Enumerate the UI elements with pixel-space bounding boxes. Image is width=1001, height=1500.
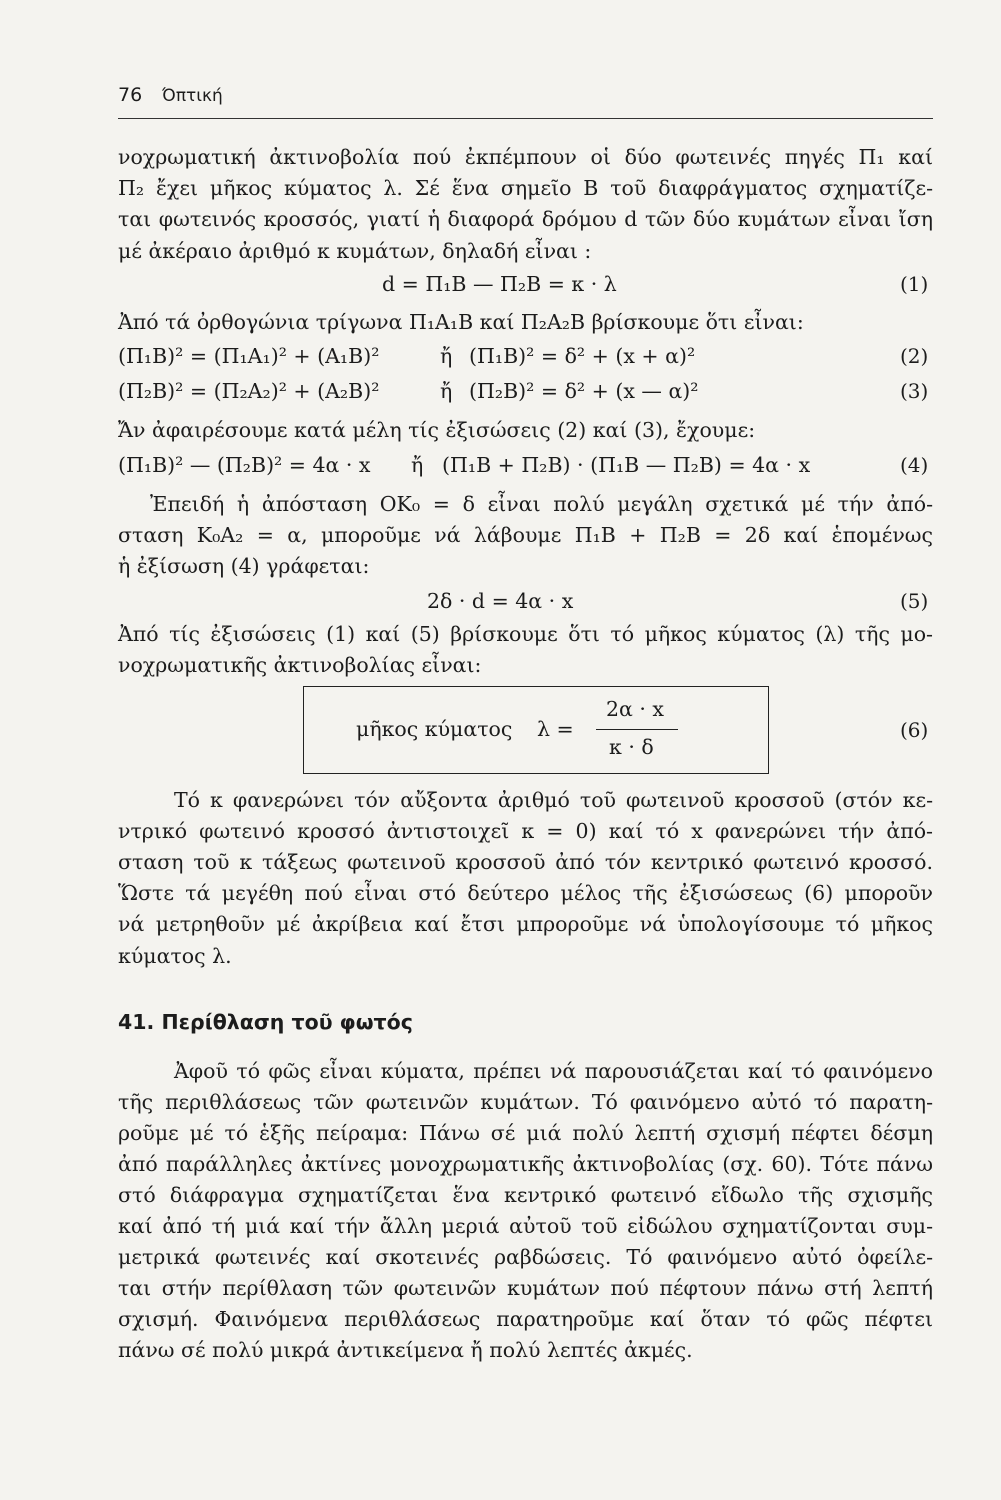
text-line: ἀπό παράλληλες ἀκτίνες μονοχρωματικῆς ἀκτινοβολίας (σχ. 60). Τότε πάνω <box>118 1152 933 1176</box>
boxed-equation <box>303 686 769 774</box>
text-line: ροῦμε μέ τό ἑξῆς πείραμα: Πάνω σέ μιά πολύ λεπτή σχισμή πέφτει δέσμη <box>118 1121 933 1145</box>
equation-number: (3) <box>900 379 929 403</box>
text-line: νοχρωματικῆς ἀκτινοβολίας εἶναι: <box>118 653 482 677</box>
text-line: Π₂ ἔχει μῆκος κύματος λ. Σέ ἕνα σημεῖο Β τοῦ διαφράγματος σχηματίζε- <box>118 176 933 200</box>
section-number: 41. <box>118 1010 155 1034</box>
text-line: κύματος λ. <box>118 944 232 968</box>
equation-3-left: (Π₂Β)² = (Π₂Α₂)² + (Α₂Β)² <box>118 379 380 403</box>
equation-number: (6) <box>900 718 929 742</box>
text-line: Ὥστε τά μεγέθη πού εἶναι στό δεύτερο μέλος τῆς ἐξισώσεως (6) μποροῦν <box>118 881 933 905</box>
text-line: ται στήν περίθλαση τῶν φωτεινῶν κυμάτων πού πέφτουν πάνω στή λεπτή <box>118 1276 933 1300</box>
text-line: Ἀπό τά ὀρθογώνια τρίγωνα Π₁Α₁Β καί Π₂Α₂Β βρίσκουμε ὅτι εἶναι: <box>118 310 804 334</box>
text-line: νοχρωματική ἀκτινοβολία πού ἐκπέμπουν οἱ δύο φωτεινές πηγές Π₁ καί <box>118 145 933 169</box>
text-line: Ἀφοῦ τό φῶς εἶναι κύματα, πρέπει νά παρουσιάζεται καί τό φαινόμενο <box>174 1059 933 1083</box>
text-line: Ἐπειδή ἡ ἀπόσταση ΟΚ₀ = δ εἶναι πολύ μεγάλη σχετικά μέ τήν ἀπό- <box>150 492 933 516</box>
text-line: μέ ἀκέραιο ἀριθμό κ κυμάτων, δηλαδή εἶναι : <box>118 239 592 263</box>
page-number: 76 <box>118 84 143 106</box>
fraction-denominator: κ · δ <box>609 735 654 759</box>
equation-4-right: (Π₁Β + Π₂Β) · (Π₁Β — Π₂Β) = 4α · x <box>442 453 811 477</box>
header-rule <box>118 118 933 119</box>
text-line: Ἄν ἀφαιρέσουμε κατά μέλη τίς ἐξισώσεις (2) καί (3), ἔχουμε: <box>118 418 756 442</box>
equation-5: 2δ · d = 4α · x <box>427 589 574 613</box>
text-line: σχισμή. Φαινόμενα περιθλάσεως παρατηροῦμε καί ὅταν τό φῶς πέφτει <box>118 1307 933 1331</box>
equation-number: (1) <box>900 272 929 296</box>
text-line: καί ἀπό τή μιά καί τήν ἄλλη μεριά αὐτοῦ τοῦ εἰδώλου σχηματίζονται συμ- <box>118 1214 933 1238</box>
text-line: ντρικό φωτεινό κροσσό ἀντιστοιχεῖ κ = 0) καί τό x φανερώνει τήν ἀπό- <box>118 819 933 843</box>
text-line: πάνω σέ πολύ μικρά ἀντικείμενα ἤ πολύ λεπτές ἀκμές. <box>118 1338 693 1362</box>
text-line: σταση τοῦ κ τάξεως φωτεινοῦ κροσσοῦ ἀπό τόν κεντρικό φωτεινό κροσσό. <box>118 850 933 874</box>
equation-number: (2) <box>900 344 929 368</box>
text-line: ται φωτεινός κροσσός, γιατί ἡ διαφορά δρόμου d τῶν δύο κυμάτων εἶναι ἴση <box>118 207 933 231</box>
section-title: Περίθλαση τοῦ φωτός <box>161 1010 413 1034</box>
page-header <box>118 84 933 114</box>
fraction-numerator: 2α · x <box>606 697 664 721</box>
equation-1: d = Π₁Β — Π₂Β = κ · λ <box>382 272 617 296</box>
text-line: ἡ ἐξίσωση (4) γράφεται: <box>118 554 370 578</box>
fraction-bar <box>596 729 678 730</box>
text-line: νά μετρηθοῦν μέ ἀκρίβεια καί ἔτσι μπροροῦμε νά ὑπολογίσουμε τό μῆκος <box>118 912 933 936</box>
text-line: σταση Κ₀Α₂ = α, μποροῦμε νά λάβουμε Π₁Β + Π₂Β = 2δ καί ἑπομένως <box>118 523 933 547</box>
text-line: μετρικά φωτεινές καί σκοτεινές ραβδώσεις. Τό φαινόμενο αὐτό ὀφείλε- <box>118 1245 933 1269</box>
equation-4-left: (Π₁Β)² — (Π₂Β)² = 4α · x <box>118 453 371 477</box>
text-line: Ἀπό τίς ἐξισώσεις (1) καί (5) βρίσκουμε ὅτι τό μῆκος κύματος (λ) τῆς μο- <box>118 622 933 646</box>
equation-2-or: ἤ <box>440 344 453 368</box>
equation-number: (5) <box>900 589 929 613</box>
boxed-equation-lhs: λ = <box>537 717 574 741</box>
text-line: στό διάφραγμα σχηματίζεται ἕνα κεντρικό φωτεινό εἴδωλο τῆς σχισμῆς <box>118 1183 933 1207</box>
equation-2-right: (Π₁Β)² = δ² + (x + α)² <box>469 344 696 368</box>
boxed-equation-label: μῆκος κύματος <box>356 717 513 741</box>
section-heading <box>118 1010 413 1034</box>
equation-4-or: ἤ <box>411 453 424 477</box>
text-line: τῆς περιθλάσεως τῶν φωτεινῶν κυμάτων. Τό φαινόμενο αὐτό τό παρατη- <box>118 1090 933 1114</box>
text-line: Τό κ φανερώνει τόν αὔξοντα ἀριθμό τοῦ φωτεινοῦ κροσσοῦ (στόν κε- <box>174 788 933 812</box>
equation-3-right: (Π₂Β)² = δ² + (x — α)² <box>469 379 699 403</box>
running-head: Όπτική <box>162 86 223 106</box>
equation-number: (4) <box>900 453 929 477</box>
equation-2-left: (Π₁Β)² = (Π₁Α₁)² + (Α₁Β)² <box>118 344 380 368</box>
equation-3-or: ἤ <box>440 379 453 403</box>
